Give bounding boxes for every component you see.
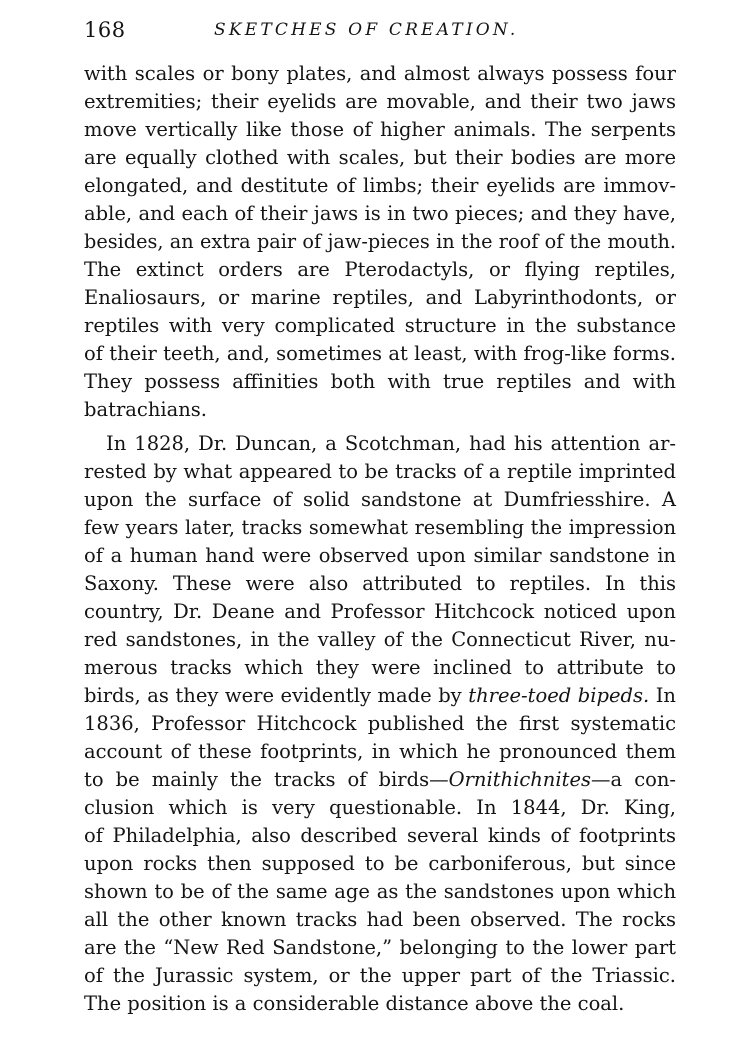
text-line: red sandstones, in the valley of the Connecticut River, nu- xyxy=(84,628,676,651)
text-line: all the other known tracks had been observed. The rocks xyxy=(84,908,676,931)
text-segment: In xyxy=(649,684,676,707)
italic-term: three-toed bipeds. xyxy=(468,684,650,707)
text-line: besides, an extra pair of jaw-pieces in the roof of the mouth. xyxy=(84,230,676,253)
paragraph-1 xyxy=(84,60,676,424)
text-segment: birds, as they were evidently made by xyxy=(84,684,469,707)
text-line: of a human hand were observed upon similar sandstone in xyxy=(84,544,676,567)
text-line: merous tracks which they were inclined to attribute to xyxy=(84,656,676,679)
paragraph-2 xyxy=(84,430,676,1018)
text-line: of their teeth, and, sometimes at least, with frog-like forms. xyxy=(84,342,676,365)
text-line: batrachians. xyxy=(84,398,207,421)
text-line: upon rocks then supposed to be carboniferous, but since xyxy=(84,852,676,875)
text-line: elongated, and destitute of limbs; their eyelids are immov- xyxy=(84,174,676,197)
text-line: 1836, Professor Hitchcock published the first systematic xyxy=(84,712,676,735)
text-line-with-italic xyxy=(84,682,676,710)
text-line: rested by what appeared to be tracks of a reptile imprinted xyxy=(84,460,676,483)
text-line: They possess affinities both with true reptiles and with xyxy=(84,370,676,393)
text-line: with scales or bony plates, and almost always possess four xyxy=(84,62,676,85)
text-line: account of these footprints, in which he pronounced them xyxy=(84,740,676,763)
text-line: able, and each of their jaws is in two pieces; and they have, xyxy=(84,202,676,225)
running-head xyxy=(84,14,672,46)
text-line: are the “New Red Sandstone,” belonging to the lower part xyxy=(84,936,676,959)
text-line: move vertically like those of higher animals. The serpents xyxy=(84,118,676,141)
text-line: are equally clothed with scales, but their bodies are more xyxy=(84,146,676,169)
text-line: few years later, tracks somewhat resembling the impression xyxy=(84,516,676,539)
running-title: SKETCHES OF CREATION. xyxy=(214,20,519,40)
text-line: The position is a considerable distance above the coal. xyxy=(84,992,625,1015)
text-line: reptiles with very complicated structure in the substance xyxy=(84,314,676,337)
text-line-with-italic xyxy=(84,766,676,794)
text-line: shown to be of the same age as the sandstones upon which xyxy=(84,880,676,903)
italic-term: Ornithichnites xyxy=(448,768,591,791)
body-text xyxy=(84,60,676,1018)
text-line: of Philadelphia, also described several kinds of footprints xyxy=(84,824,676,847)
text-line: clusion which is very questionable. In 1844, Dr. King, xyxy=(84,796,676,819)
text-line: country, Dr. Deane and Professor Hitchcock noticed upon xyxy=(84,600,676,623)
text-line: of the Jurassic system, or the upper part of the Triassic. xyxy=(84,964,676,987)
text-line: extremities; their eyelids are movable, and their two jaws xyxy=(84,90,676,113)
text-line: The extinct orders are Pterodactyls, or flying reptiles, xyxy=(84,258,676,281)
text-line: In 1828, Dr. Duncan, a Scotchman, had his attention ar- xyxy=(106,432,676,455)
text-line: Saxony. These were also attributed to reptiles. In this xyxy=(84,572,676,595)
text-line: upon the surface of solid sandstone at Dumfriesshire. A xyxy=(84,488,676,511)
page-number: 168 xyxy=(84,18,126,42)
text-segment: —a con- xyxy=(591,768,676,791)
text-segment: to be mainly the tracks of birds— xyxy=(84,768,449,791)
text-line: Enaliosaurs, or marine reptiles, and Labyrinthodonts, or xyxy=(84,286,676,309)
